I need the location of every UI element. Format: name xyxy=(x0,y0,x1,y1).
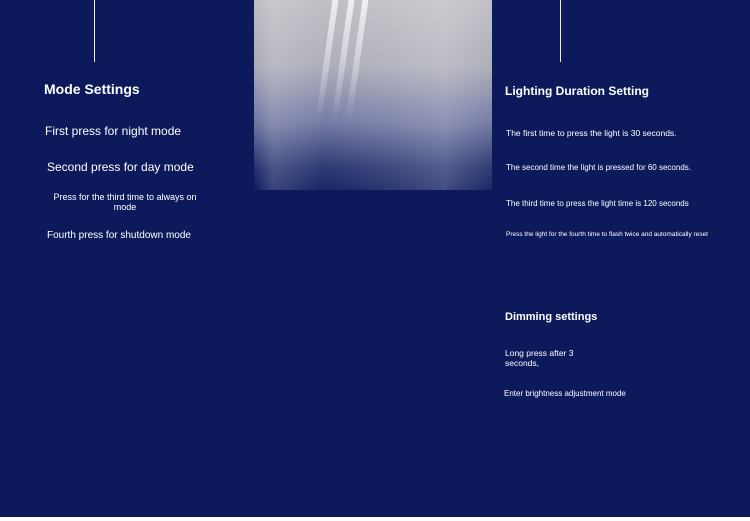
dimming-heading: Dimming settings xyxy=(505,311,598,323)
mode-settings-heading: Mode Settings xyxy=(44,81,140,97)
mode-item: Fourth press for shutdown mode xyxy=(47,230,191,241)
duration-item: The third time to press the light time is 120 seconds xyxy=(506,199,689,208)
dimming-item: Long press after 3 seconds, xyxy=(505,348,574,368)
duration-heading: Lighting Duration Setting xyxy=(505,84,649,98)
right-divider-line xyxy=(560,0,561,62)
mode-item: First press for night mode xyxy=(45,124,182,138)
product-photo xyxy=(254,0,492,190)
left-divider-line xyxy=(94,0,95,62)
dimming-item: Enter brightness adjustment mode xyxy=(504,389,626,398)
duration-item: The second time the light is pressed for 60 seconds. xyxy=(506,163,691,172)
mode-item: Second press for day mode xyxy=(47,160,194,174)
bottom-border xyxy=(0,517,750,521)
duration-item: Press the light for the fourth time to flash twice and automatically reset xyxy=(506,231,708,238)
duration-item: The first time to press the light is 30 seconds. xyxy=(506,128,677,138)
mode-item: Press for the third time to always on mode xyxy=(53,192,197,212)
